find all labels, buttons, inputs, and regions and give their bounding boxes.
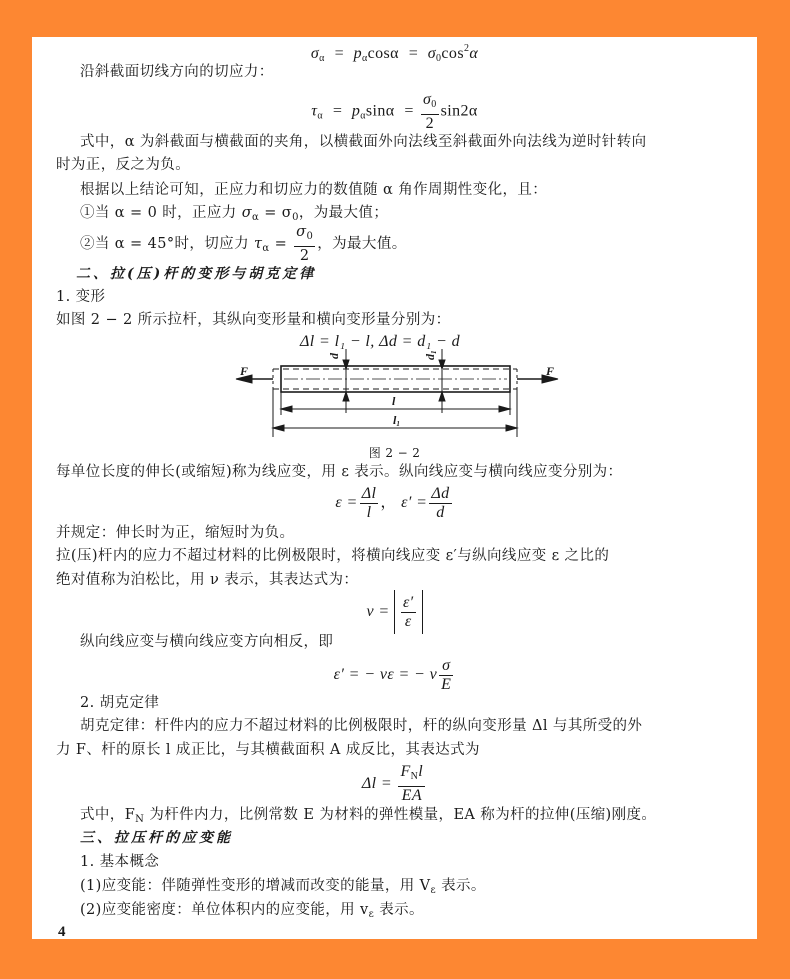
document-page bbox=[32, 37, 757, 939]
subsection-basic-concepts: 1. 基本概念 bbox=[80, 854, 160, 870]
paragraph-poisson-2: 绝对值称为泊松比，用 ν 表示，其表达式为： bbox=[56, 572, 359, 588]
dimension-l1-arrow-left bbox=[273, 425, 284, 431]
diameter-d1-arrow-top bbox=[439, 360, 445, 369]
paragraph-sign-convention: 并规定：伸长时为正，缩短时为负。 bbox=[56, 525, 295, 541]
length-l-label: l bbox=[392, 394, 396, 408]
diameter-d-label: d bbox=[327, 353, 341, 359]
paragraph-hooke-1: 胡克定律：杆件内的应力不超过材料的比例极限时，杆的纵向变形量 Δl 与其所受的外 bbox=[80, 718, 643, 734]
formula-deltas: Δl = l₁ − l, Δd = d₁ − d bbox=[300, 333, 461, 350]
formula-hooke: Δl = $\frac{F_Nl}{EA}$ bbox=[361, 763, 424, 805]
paragraph-opposite-direction: 纵向线应变与横向线应变方向相反，即 bbox=[80, 634, 334, 650]
dimension-l-arrow-right bbox=[499, 406, 510, 412]
diameter-d-arrow-bottom bbox=[343, 392, 349, 401]
paragraph-strain-energy: (1)应变能：伴随弹性变形的增减而改变的能量，用 $V_\varepsilon$ 表示。 bbox=[80, 878, 486, 896]
dimension-l-arrow-left bbox=[281, 406, 292, 412]
paragraph-hooke-2: 力 F、杆的原长 l 成正比，与其横截面积 A 成反比，其表达式为 bbox=[56, 742, 480, 758]
dimension-l1-arrow-right bbox=[506, 425, 517, 431]
paragraph-poisson-1: 拉(压)杆内的应力不超过材料的比例极限时，将横向线应变 ε′与纵向线应变 ε 之比的 bbox=[56, 548, 610, 564]
figure-caption: 图 2 − 2 bbox=[368, 446, 421, 460]
formula-shear-stress: $\tau_\alpha = p_\alpha\sin\alpha$ = $\frac{\sigma_0}{2}$ sin2α bbox=[311, 91, 478, 132]
paragraph-strain-energy-density: (2)应变能密度：单位体积内的应变能，用 $v_\varepsilon$ 表示。 bbox=[80, 902, 424, 920]
page-number: 4 bbox=[58, 924, 66, 940]
formula-normal-stress: $\sigma_\alpha = p_\alpha\cos\alpha = \sigma_0\cos^2\alpha$ bbox=[310, 43, 479, 64]
paragraph-shear-intro: 沿斜截面切线方向的切应力： bbox=[80, 64, 274, 80]
formula-poisson-ratio: ν = $\frac{\varepsilon'}{\varepsilon}$ bbox=[32, 590, 757, 634]
section-heading-strain-energy: 三、拉压杆的应变能 bbox=[80, 830, 233, 846]
length-l1-label: l1 bbox=[393, 413, 400, 428]
force-left-label: F bbox=[240, 364, 249, 378]
paragraph-case-1: ①当 α = 0 时，正应力 $\sigma_\alpha = \sigma_0$，为最大值； bbox=[80, 205, 389, 223]
paragraph-alpha-definition-1: 式中，α 为斜截面与横截面的夹角，以横截面外向法线至斜截面外向法线为逆时针转向 bbox=[80, 134, 647, 150]
diameter-d1-label: d1 bbox=[423, 350, 438, 360]
paragraph-stiffness: 式中，$F_N$ 为杆件内力，比例常数 E 为材料的弹性模量，EA 称为杆的拉伸(压缩)刚度。 bbox=[80, 807, 657, 825]
force-right-label: F bbox=[546, 364, 555, 378]
formula-strains: ε = $\frac{\Delta l}{l}$ ， ε′ = $\frac{\Delta d}{d}$ bbox=[335, 484, 450, 521]
diameter-d-arrow-top bbox=[343, 360, 349, 369]
formula-lateral-strain: ε′ = − νε = − ν $\frac{\sigma}{E}$ bbox=[333, 656, 452, 693]
paragraph-alpha-definition-2: 时为正，反之为负。 bbox=[56, 157, 191, 173]
diameter-d1-arrow-bottom bbox=[439, 392, 445, 401]
paragraph-linear-strain: 每单位长度的伸长(或缩短)称为线应变，用 ε 表示。纵向线应变与横向线应变分别为： bbox=[56, 464, 623, 480]
paragraph-figure-intro: 如图 2 − 2 所示拉杆，其纵向变形量和横向变形量分别为： bbox=[56, 312, 451, 328]
paragraph-periodic: 根据以上结论可知，正应力和切应力的数值随 α 角作周期性变化，且： bbox=[80, 182, 548, 198]
subsection-deformation: 1. 变形 bbox=[56, 289, 106, 305]
paragraph-case-2: ②当 α = 45°时，切应力 $\tau_\alpha$ = $\frac{\sigma_0}{2}$ ，为最大值。 bbox=[80, 224, 407, 264]
section-heading-deformation-hooke: 二、拉(压)杆的变形与胡克定律 bbox=[76, 266, 317, 282]
subsection-hooke-law: 2. 胡克定律 bbox=[80, 695, 160, 711]
